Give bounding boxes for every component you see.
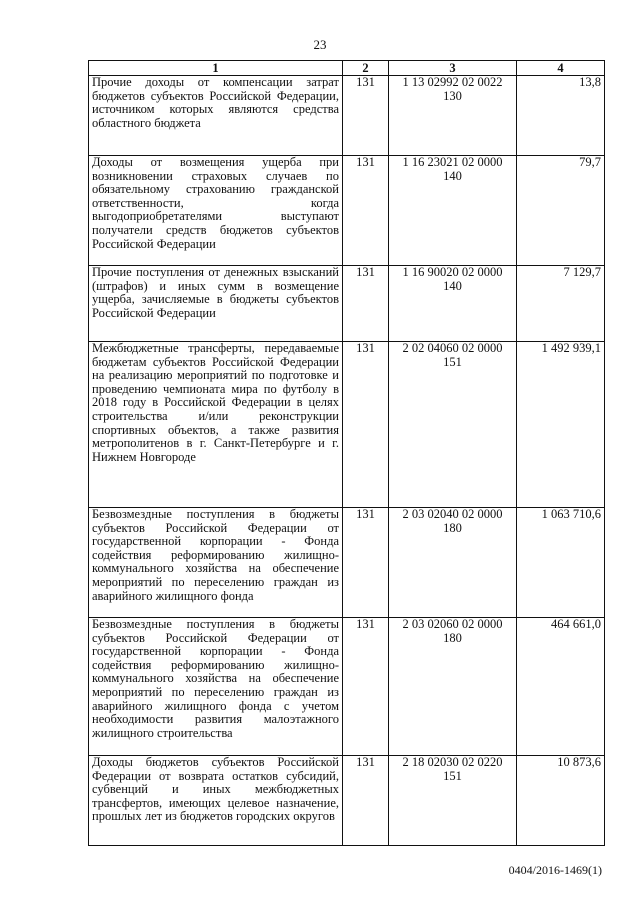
row-section-code: 131	[343, 618, 389, 756]
row-amount: 10 873,6	[517, 756, 605, 846]
header-col-4: 4	[517, 61, 605, 76]
table-body	[89, 76, 605, 846]
row-amount: 7 129,7	[517, 266, 605, 342]
row-budget-code: 2 03 02040 02 0000 180	[389, 508, 517, 618]
row-section-code: 131	[343, 342, 389, 508]
row-amount: 464 661,0	[517, 618, 605, 756]
revenue-table	[88, 60, 605, 846]
header-row	[89, 61, 605, 76]
table-row	[89, 266, 605, 342]
row-budget-code: 2 02 04060 02 0000 151	[389, 342, 517, 508]
row-amount: 1 492 939,1	[517, 342, 605, 508]
row-budget-code: 2 18 02030 02 0220 151	[389, 756, 517, 846]
table-row	[89, 76, 605, 156]
table-row	[89, 156, 605, 266]
row-section-code: 131	[343, 76, 389, 156]
table-header	[89, 61, 605, 76]
row-amount: 13,8	[517, 76, 605, 156]
row-budget-code: 1 13 02992 02 0022 130	[389, 76, 517, 156]
table-row	[89, 508, 605, 618]
document-code: 0404/2016-1469(1)	[508, 863, 602, 877]
row-description: Прочие поступления от денежных взысканий (штрафов) и иных сумм в возмещение ущерба, зачисляемые в бюджеты субъектов Российской Федерации	[89, 266, 343, 342]
row-description: Доходы от возмещения ущерба при возникновении страховых случаев по обязательному страхованию гражданской ответственности, когда выгодоприобретателями выступают получатели средств бюджетов субъектов Российской Федерации	[89, 156, 343, 266]
table-row	[89, 342, 605, 508]
row-description: Безвозмездные поступления в бюджеты субъектов Российской Федерации от государственной корпорации - Фонда содействия реформированию жилищно-коммунального хозяйства на обеспечение мероприятий по переселению граждан из аварийного жилищного фонда	[89, 508, 343, 618]
row-amount: 79,7	[517, 156, 605, 266]
row-description: Доходы бюджетов субъектов Российской Федерации от возврата остатков субсидий, субвенций и иных межбюджетных трансфертов, имеющих целевое назначение, прошлых лет из бюджетов городских округов	[89, 756, 343, 846]
header-col-2: 2	[343, 61, 389, 76]
table-row	[89, 756, 605, 846]
row-section-code: 131	[343, 156, 389, 266]
row-budget-code: 2 03 02060 02 0000 180	[389, 618, 517, 756]
row-description: Межбюджетные трансферты, передаваемые бюджетам субъектов Российской Федерации на реализацию мероприятий по подготовке и проведению чемпионата мира по футболу в 2018 году в Российской Федерации в целях строительства и/или реконструкции спортивных объектов, а также развития метрополитенов в г. Санкт-Петербурге и г. Нижнем Новгороде	[89, 342, 343, 508]
row-amount: 1 063 710,6	[517, 508, 605, 618]
page-number: 23	[313, 37, 327, 52]
row-budget-code: 1 16 23021 02 0000 140	[389, 156, 517, 266]
row-budget-code: 1 16 90020 02 0000 140	[389, 266, 517, 342]
row-section-code: 131	[343, 508, 389, 618]
header-col-3: 3	[389, 61, 517, 76]
row-description: Прочие доходы от компенсации затрат бюджетов субъектов Российской Федерации, источником которых являются средства областного бюджета	[89, 76, 343, 156]
header-col-1: 1	[89, 61, 343, 76]
row-description: Безвозмездные поступления в бюджеты субъектов Российской Федерации от государственной корпорации - Фонда содействия реформированию жилищно-коммунального хозяйства на обеспечение мероприятий по переселению граждан из аварийного жилищного фонда с учетом необходимости развития малоэтажного жилищного строительства	[89, 618, 343, 756]
table-row	[89, 618, 605, 756]
row-section-code: 131	[343, 266, 389, 342]
row-section-code: 131	[343, 756, 389, 846]
